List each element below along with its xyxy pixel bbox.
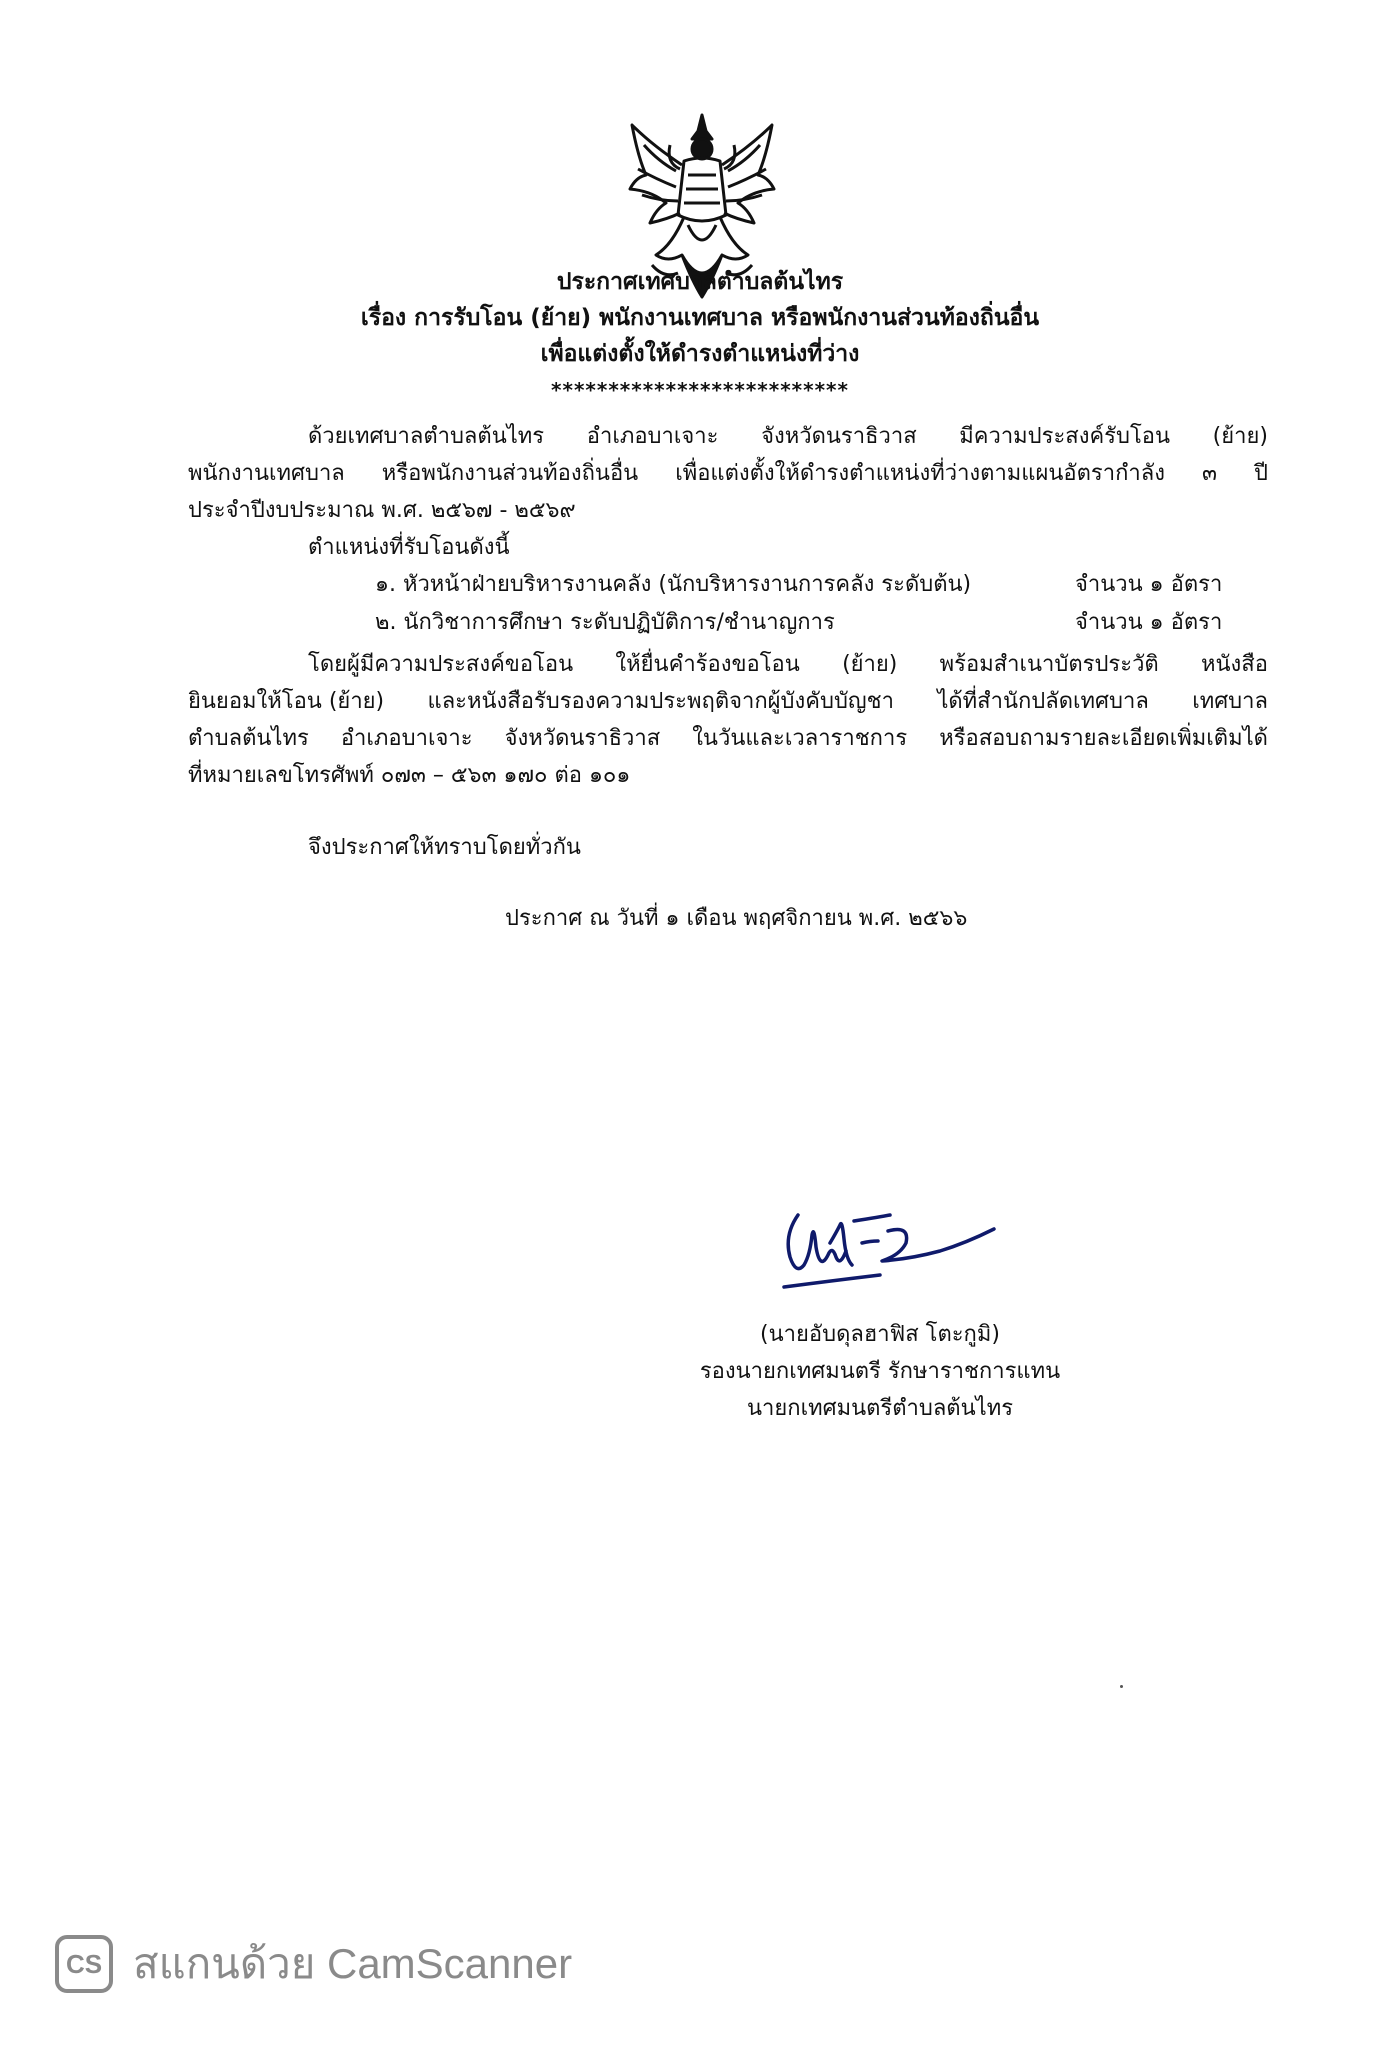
closing-statement: จึงประกาศให้ทราบโดยทั่วกัน [308,835,581,860]
paragraph-2-line-4: ที่หมายเลขโทรศัพท์ ๐๗๓ – ๕๖๓ ๑๗๐ ต่อ ๑๐๑ [188,763,631,788]
announcement-date: ประกาศ ณ วันที่ ๑ เดือน พฤศจิกายน พ.ศ. ๒๕๖๖ [505,906,968,931]
camscanner-logo-icon: CS [55,1935,113,1993]
paragraph-1-line-2: พนักงานเทศบาล หรือพนักงานส่วนท้องถิ่นอื่น เพื่อแต่งตั้งให้ดำรงตำแหน่งที่ว่างตามแผนอัตรากำลัง ๓ ปี [188,461,1268,486]
paragraph-2-line-3: ตำบลต้นไทร อำเภอบาเจาะ จังหวัดนราธิวาส ในวันและเวลาราชการ หรือสอบถามรายละเอียดเพิ่มเติมได้ [188,726,1268,751]
announcement-title: ประกาศเทศบาลตำบลต้นไทร [556,269,844,295]
paragraph-2-line-2: ยินยอมให้โอน (ย้าย) และหนังสือรับรองความประพฤติจากผู้บังคับบัญชา ได้ที่สำนักปลัดเทศบาล เทศบาล [188,689,1268,714]
handwritten-signature [770,1195,1000,1305]
paragraph-2-line-1: โดยผู้มีความประสงค์ขอโอน ให้ยื่นคำร้องขอโอน (ย้าย) พร้อมสำเนาบัตรประวัติ หนังสือ [308,652,1268,677]
paragraph-1-line-1: ด้วยเทศบาลตำบลต้นไทร อำเภอบาเจาะ จังหวัดนราธิวาส มีความประสงค์รับโอน (ย้าย) [308,424,1268,449]
position-1-count: จำนวน ๑ อัตรา [1075,572,1223,597]
position-2-label: ๒. นักวิชาการศึกษา ระดับปฏิบัติการ/ชำนาญการ [375,610,835,635]
scan-speck [1120,1685,1123,1688]
signatory-name: (นายอับดุลฮาฟิส โตะกูมิ) [760,1322,1000,1347]
signatory-title-2: นายกเทศมนตรีตำบลต้นไทร [746,1396,1014,1421]
camscanner-text: สแกนด้วย CamScanner [133,1940,573,1987]
camscanner-watermark [55,1934,572,1994]
announcement-subject-line2: เพื่อแต่งตั้งให้ดำรงตำแหน่งที่ว่าง [540,341,860,367]
separator-stars: ************************** [551,378,849,402]
announcement-subject: เรื่อง การรับโอน (ย้าย) พนักงานเทศบาล หรือพนักงานส่วนท้องถิ่นอื่น [360,305,1040,331]
position-2-count: จำนวน ๑ อัตรา [1075,610,1223,635]
position-1-label: ๑. หัวหน้าฝ่ายบริหารงานคลัง (นักบริหารงานการคลัง ระดับต้น) [375,572,972,597]
signatory-title-1: รองนายกเทศมนตรี รักษาราชการแทน [699,1359,1061,1384]
paragraph-1-line-3: ประจำปีงบประมาณ พ.ศ. ๒๕๖๗ - ๒๕๖๙ [188,498,576,523]
positions-intro: ตำแหน่งที่รับโอนดังนี้ [308,535,510,560]
